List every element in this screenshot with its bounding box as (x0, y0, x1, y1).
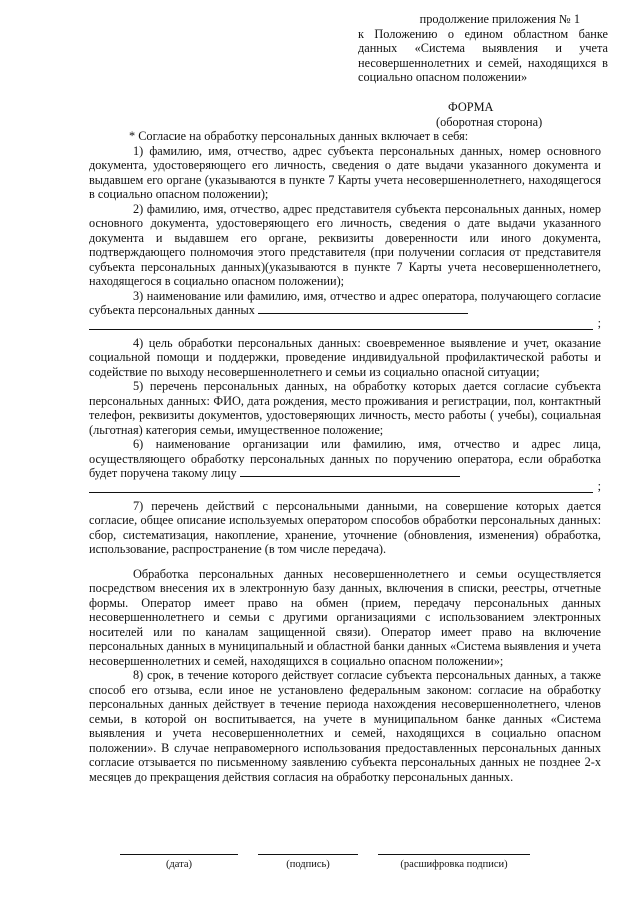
appendix-reference: к Положению о едином областном банке данных «Система выявления и учета несовершеннолетних и семей, находящихся в социально опасном положении» (358, 26, 608, 85)
consent-item-3 (89, 289, 601, 318)
consent-body (89, 129, 601, 784)
operator-name-fill-line[interactable] (258, 303, 468, 314)
consent-item-4: 4) цель обработки персональных данных: своевременное выявление и учет, оказание социальной помощи и поддержки, проведение индивидуальной профилактической работы и содействие по выходу несовершеннолетнего и семьи из социально опасной ситуации; (89, 335, 601, 379)
date-label: (дата) (165, 859, 193, 870)
processor-name-fill-line[interactable] (240, 466, 460, 477)
consent-item-5: 5) перечень персональных данных, на обработку которых дается согласие субъекта персональных данных: ФИО, дата рождения, место проживания и регистрации, пол, контактный телефон, реквизиты документов, удостоверяющих личность, место работы ( учебы), социальная (льготная) категория семьи, имущественное положение; (89, 379, 601, 437)
decode-label: (расшифровка подписи) (400, 859, 508, 870)
semicolon: ; (597, 316, 601, 330)
signature-block (0, 853, 640, 893)
consent-item-1: 1) фамилию, имя, отчество, адрес субъекта персональных данных, номер основного документа, удостоверяющего его личность, сведения о дате выдачи указанного документа и выдавшем его органе (указываются в пункте 7 Карты учета несовершеннолетнего, находящегося в социально опасном положении); (89, 143, 601, 201)
processor-name-fill-line-2[interactable] (89, 479, 601, 493)
signature-line[interactable] (258, 853, 358, 855)
consent-item-8: 8) срок, в течение которого действует согласие субъекта персональных данных, а также способ его отзыва, если иное не установлено федеральным законом: согласие на обработку персональных данных действует в течение периода нахождения несовершеннолетнего, членов семьи, в которой он воспитывается, на учете в муниципальном банке данных «Система выявления и учета несовершеннолетних и семей, находящихся в социально опасном положении». В случае неправомерного использования предоставленных персональных данных согласие отзывается по письменному заявлению субъекта персональных данных не позднее 2-х месяцев до прекращения действия согласия на обработку персональных данных. (89, 668, 601, 784)
appendix-continuation: продолжение приложения № 1 (419, 12, 580, 26)
semicolon: ; (597, 479, 601, 493)
form-side-label: (оборотная сторона) (436, 115, 543, 129)
signature-label: (подпись) (286, 859, 330, 870)
consent-item-7: 7) перечень действий с персональными данными, на совершение которых дается согласие, общее описание используемых оператором способов обработки персональных данных: сбор, систематизация, накопление, хранение, уточнение (обновления, изменения) обработка, использование, распространение (в том числе передача). (89, 498, 601, 556)
operator-name-fill-line-2[interactable] (89, 316, 601, 330)
appendix-header (358, 12, 608, 85)
decode-line[interactable] (378, 853, 530, 855)
consent-item-3-text: 3) наименование или фамилию, имя, отчество и адрес оператора, получающего согласие субъекта персональных данных (89, 288, 601, 317)
consent-item-6-text: 6) наименование организации или фамилию, имя, отчество и адрес лица, осуществляющего обработку персональных данных по поручению оператора, если обработка будет поручена такому лицу (89, 437, 601, 480)
consent-item-2: 2) фамилию, имя, отчество, адрес представителя субъекта персональных данных, номер основного документа, удостоверяющего его личность, сведения о дате выдачи указанного документа и выдавшем его органе, реквизиты доверенности или иного документа, подтверждающего полномочия этого представителя (при получении согласия от представителя субъекта персональных данных)(указываются в пункте 7 Карты учета несовершеннолетнего, находящегося в социально опасном положении); (89, 201, 601, 288)
processing-paragraph: Обработка персональных данных несовершеннолетнего и семьи осуществляется посредством внесения их в электронную базу данных, включения в списки, реестры, отчетные формы. Оператор имеет право на обмен (прием, передачу персональных данных несовершеннолетнего и семьи с другими организациями с использованием электронных носителей или по каналам защищенной связи). Оператор имеет право на включение персональных данных в муниципальный и областной банки данных «Система выявления и учета несовершеннолетних и семей, находящихся в социально опасном положении»; (89, 566, 601, 668)
date-line[interactable] (120, 853, 238, 855)
consent-intro: * Согласие на обработку персональных данных включает в себя: (129, 129, 469, 143)
consent-item-6 (89, 437, 601, 481)
form-title: ФОРМА (448, 100, 494, 114)
